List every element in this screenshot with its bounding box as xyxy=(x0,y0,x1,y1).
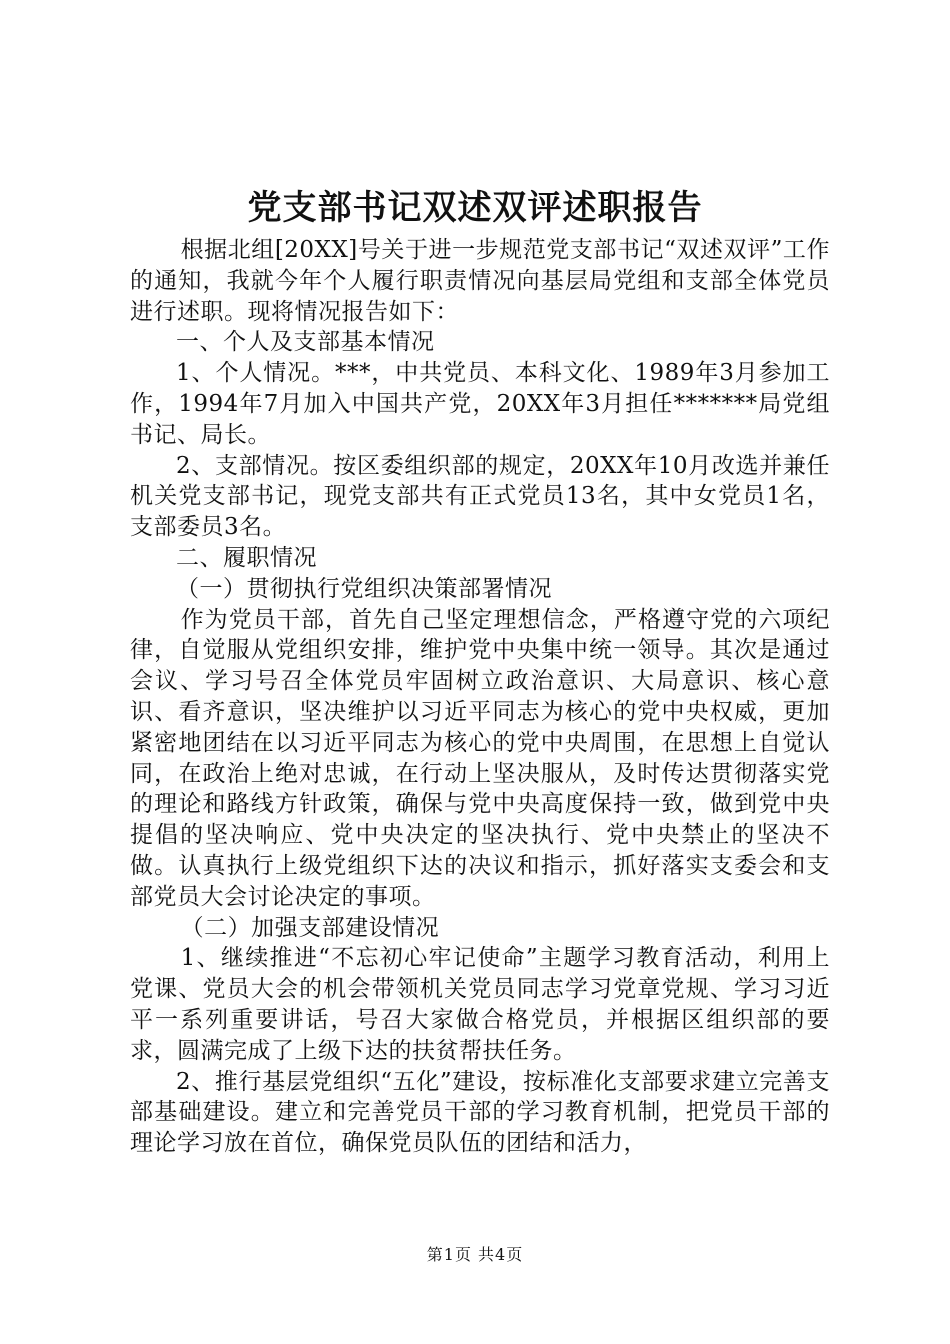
paragraph-branch-building-1: 1、继续推进“不忘初心牢记使命”主题学习教育活动，利用上党课、党员大会的机会带领机关党员同志学习党章党规、学习习近平一系列重要讲话，号召大家做合格党员，并根据区组织部的要求，圆满完成了上级下达的扶贫帮扶任务。 xyxy=(130,945,830,1064)
paragraph-branch-building-2: 2、推行基层党组织“五化”建设，按标准化支部要求建立完善支部基础建设。建立和完善党员干部的学习教育机制，把党员干部的理论学习放在首位，确保党员队伍的团结和活力， xyxy=(130,1068,830,1157)
paragraph-personal-info: 1、个人情况。***，中共党员、本科文化、1989年3月参加工作，1994年7月加入中国共产党，20XX年3月担任*******局党组书记、局长。 xyxy=(130,360,830,448)
paragraph-intro: 根据北组[20XX]号关于进一步规范党支部书记“双述双评”工作的通知，我就今年个人履行职责情况向基层局党组和支部全体党员进行述职。现将情况报告如下： xyxy=(130,237,830,325)
section-heading-duties: 二、履职情况 xyxy=(176,544,317,571)
section-heading-basic-info: 一、个人及支部基本情况 xyxy=(176,329,435,356)
subsection-heading-branch-building: （二）加强支部建设情况 xyxy=(180,914,440,941)
document-body xyxy=(130,235,830,1159)
document-title: 党支部书记双述双评述职报告 xyxy=(247,188,703,228)
paragraph-branch-info: 2、支部情况。按区委组织部的规定，20XX年10月改选并兼任机关党支部书记，现党支部共有正式党员13名，其中女党员1名，支部委员3名。 xyxy=(130,452,830,541)
paragraph-implementation: 作为党员干部，首先自己坚定理想信念，严格遵守党的六项纪律，自觉服从党组织安排，维护党中央集中统一领导。其次是通过会议、学习号召全体党员牢固树立政治意识、大局意识、核心意识、看齐意识，坚决维护以习近平同志为核心的党中央权威，更加紧密地团结在以习近平同志为核心的党中央周围，在思想上自觉认同，在政治上绝对忠诚，在行动上坚决服从，及时传达贯彻落实党的理论和路线方针政策，确保与党中央高度保持一致，做到党中央提倡的坚决响应、党中央决定的坚决执行、党中央禁止的坚决不做。认真执行上级党组织下达的决议和指示，抓好落实支委会和支部党员大会讨论决定的事项。 xyxy=(130,606,830,910)
page-number: 第1页 共4页 xyxy=(426,1245,524,1264)
subsection-heading-implementation: （一）贯彻执行党组织决策部署情况 xyxy=(176,575,552,602)
